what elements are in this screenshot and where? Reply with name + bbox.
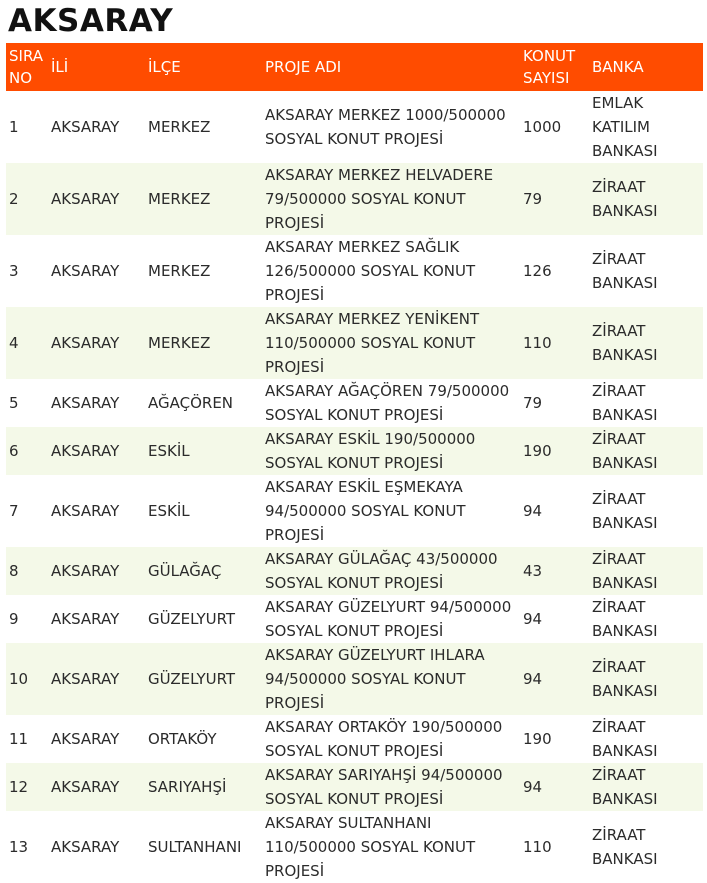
cell-konut: 43 [523, 562, 543, 580]
cell-konut: 94 [523, 610, 543, 628]
cell-banka: ZİRAAT BANKASI [592, 178, 658, 220]
header-il: İLİ [51, 58, 69, 76]
cell-konut: 190 [523, 442, 552, 460]
cell-sira: 9 [9, 610, 19, 628]
table-row [6, 307, 703, 379]
cell-proje: AKSARAY ORTAKÖY 190/500000 SOSYAL KONUT PROJESİ [265, 718, 503, 760]
cell-proje: AKSARAY MERKEZ YENİKENT 110/500000 SOSYAL KONUT PROJESİ [265, 310, 480, 376]
cell-proje: AKSARAY ESKİL EŞMEKAYA 94/500000 SOSYAL KONUT PROJESİ [265, 478, 466, 544]
cell-konut: 94 [523, 778, 543, 796]
cell-banka: ZİRAAT BANKASI [592, 490, 658, 532]
cell-il: AKSARAY [51, 334, 120, 352]
cell-konut: 94 [523, 670, 543, 688]
cell-sira: 12 [9, 778, 29, 796]
cell-konut: 94 [523, 502, 543, 520]
cell-proje: AKSARAY MERKEZ 1000/500000 SOSYAL KONUT PROJESİ [265, 106, 506, 148]
cell-konut: 190 [523, 730, 552, 748]
cell-sira: 6 [9, 442, 19, 460]
cell-ilce: SARIYAHŞİ [148, 778, 227, 796]
table-row [6, 715, 703, 763]
cell-il: AKSARAY [51, 778, 120, 796]
cell-banka: ZİRAAT BANKASI [592, 598, 658, 640]
cell-il: AKSARAY [51, 502, 120, 520]
table-row [6, 91, 703, 163]
cell-ilce: GÜZELYURT [148, 670, 236, 688]
cell-ilce: ORTAKÖY [148, 730, 217, 748]
cell-proje: AKSARAY SULTANHANI 110/500000 SOSYAL KONUT PROJESİ [265, 814, 476, 880]
table-row [6, 475, 703, 547]
table-row [6, 379, 703, 427]
cell-ilce: MERKEZ [148, 334, 211, 352]
cell-sira: 5 [9, 394, 19, 412]
cell-il: AKSARAY [51, 442, 120, 460]
cell-sira: 2 [9, 190, 19, 208]
cell-proje: AKSARAY ESKİL 190/500000 SOSYAL KONUT PROJESİ [265, 430, 476, 472]
header-banka: BANKA [592, 58, 644, 76]
cell-sira: 4 [9, 334, 19, 352]
table-body [6, 91, 703, 883]
cell-proje: AKSARAY AĞAÇÖREN 79/500000 SOSYAL KONUT PROJESİ [265, 382, 510, 424]
cell-ilce: ESKİL [148, 502, 190, 520]
cell-proje: AKSARAY MERKEZ SAĞLIK 126/500000 SOSYAL KONUT PROJESİ [265, 238, 476, 304]
cell-sira: 1 [9, 118, 19, 136]
cell-il: AKSARAY [51, 190, 120, 208]
cell-il: AKSARAY [51, 562, 120, 580]
cell-il: AKSARAY [51, 670, 120, 688]
cell-banka: ZİRAAT BANKASI [592, 382, 658, 424]
cell-proje: AKSARAY MERKEZ HELVADERE 79/500000 SOSYAL KONUT PROJESİ [265, 166, 494, 232]
table-row [6, 163, 703, 235]
cell-proje: AKSARAY GÜZELYURT IHLARA 94/500000 SOSYAL KONUT PROJESİ [265, 646, 485, 712]
header-proje-adi: PROJE ADI [265, 58, 342, 76]
cell-proje: AKSARAY GÜZELYURT 94/500000 SOSYAL KONUT PROJESİ [265, 598, 512, 640]
cell-banka: ZİRAAT BANKASI [592, 766, 658, 808]
cell-sira: 3 [9, 262, 19, 280]
cell-konut: 79 [523, 394, 543, 412]
cell-ilce: SULTANHANI [148, 838, 242, 856]
cell-proje: AKSARAY SARIYAHŞİ 94/500000 SOSYAL KONUT PROJESİ [265, 766, 503, 808]
cell-ilce: MERKEZ [148, 190, 211, 208]
table-row [6, 811, 703, 883]
housing-projects-table [6, 43, 703, 883]
cell-banka: EMLAK KATILIM BANKASI [592, 94, 658, 160]
cell-proje: AKSARAY GÜLAĞAÇ 43/500000 SOSYAL KONUT PROJESİ [265, 550, 498, 592]
cell-konut: 110 [523, 334, 552, 352]
table-row [6, 427, 703, 475]
page-title: AKSARAY [8, 3, 174, 39]
cell-banka: ZİRAAT BANKASI [592, 826, 658, 868]
header-row [6, 43, 703, 91]
table-row [6, 763, 703, 811]
table-row [6, 547, 703, 595]
cell-konut: 1000 [523, 118, 562, 136]
cell-banka: ZİRAAT BANKASI [592, 550, 658, 592]
cell-ilce: ESKİL [148, 442, 190, 460]
cell-banka: ZİRAAT BANKASI [592, 322, 658, 364]
cell-il: AKSARAY [51, 394, 120, 412]
cell-sira: 13 [9, 838, 29, 856]
table-header [6, 43, 703, 91]
cell-sira: 11 [9, 730, 29, 748]
cell-ilce: AĞAÇÖREN [148, 394, 234, 412]
cell-il: AKSARAY [51, 610, 120, 628]
cell-sira: 10 [9, 670, 29, 688]
cell-banka: ZİRAAT BANKASI [592, 658, 658, 700]
cell-konut: 79 [523, 190, 543, 208]
cell-il: AKSARAY [51, 118, 120, 136]
cell-banka: ZİRAAT BANKASI [592, 250, 658, 292]
cell-il: AKSARAY [51, 730, 120, 748]
cell-banka: ZİRAAT BANKASI [592, 718, 658, 760]
header-ilce: İLÇE [148, 58, 181, 76]
cell-banka: ZİRAAT BANKASI [592, 430, 658, 472]
cell-ilce: GÜLAĞAÇ [148, 562, 222, 580]
cell-konut: 110 [523, 838, 552, 856]
cell-ilce: GÜZELYURT [148, 610, 236, 628]
cell-ilce: MERKEZ [148, 118, 211, 136]
header-konut-sayisi: KONUT SAYISI [523, 47, 576, 87]
table-row [6, 643, 703, 715]
table-row [6, 595, 703, 643]
header-sira-no: SIRA NO [9, 47, 44, 87]
cell-sira: 7 [9, 502, 19, 520]
cell-konut: 126 [523, 262, 552, 280]
cell-il: AKSARAY [51, 262, 120, 280]
cell-ilce: MERKEZ [148, 262, 211, 280]
cell-sira: 8 [9, 562, 19, 580]
cell-il: AKSARAY [51, 838, 120, 856]
table-row [6, 235, 703, 307]
